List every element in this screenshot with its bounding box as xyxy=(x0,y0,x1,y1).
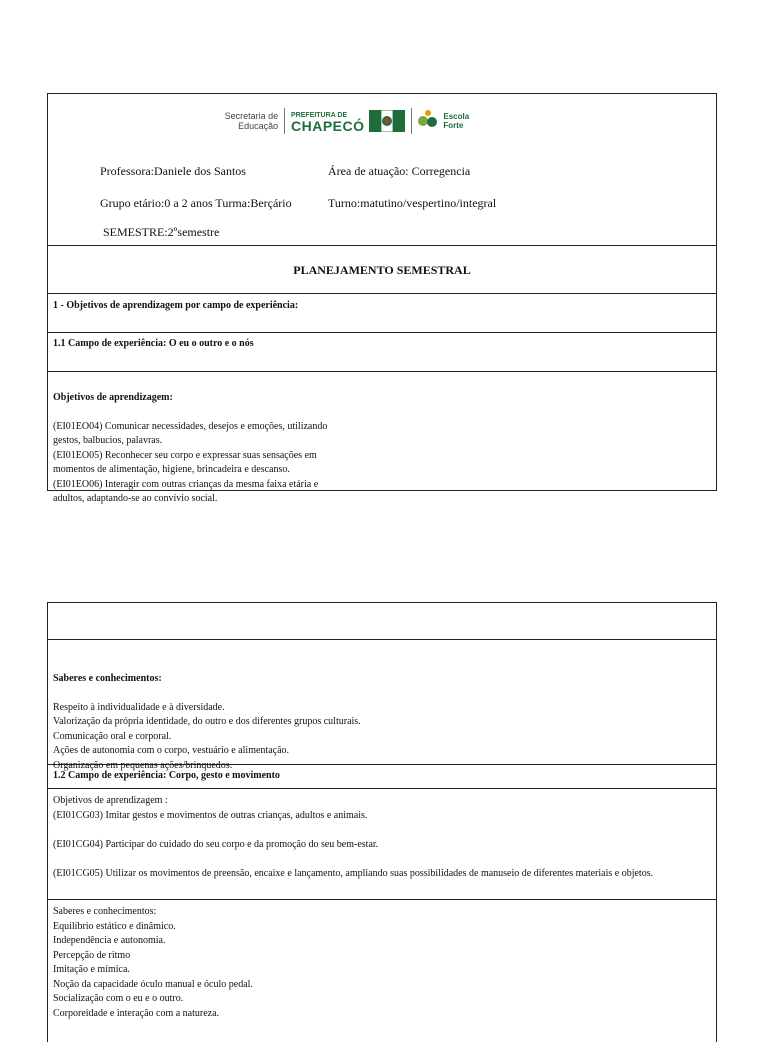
saberes-body: Respeito à individualidade e à diversidade. Valorização da própria identidade, do outro e dos diferentes grupos culturais. Comunicação oral e corporal. Ações de autonomia com o corpo, vestuário e alimentação. Organização em pequenas ações/brinquedos. xyxy=(53,701,361,771)
prefeitura-logo xyxy=(291,110,365,132)
planning-table-2 xyxy=(47,602,717,1042)
escola-forte-icon xyxy=(417,108,439,135)
objetivos-block xyxy=(53,376,327,521)
logo-divider-2 xyxy=(411,108,412,134)
professora-field: Professora:Daniele dos Santos xyxy=(100,164,246,178)
area-field: Área de atuação: Corregencia xyxy=(328,164,471,178)
campo-1-2-row xyxy=(48,765,716,789)
flag-icon xyxy=(369,110,405,132)
semestre-field: SEMESTRE:2ºsemestre xyxy=(103,225,220,239)
planning-table-1 xyxy=(47,93,717,504)
prefeitura-small-text: PREFEITURA DE xyxy=(291,112,348,119)
objetivos-row xyxy=(48,372,716,504)
logo-strip xyxy=(224,106,484,136)
section-heading-row xyxy=(48,294,716,333)
empty-row xyxy=(48,603,716,640)
campo-1-2-heading: 1.2 Campo de experiência: Corpo, gesto e movimento xyxy=(53,770,280,781)
section-heading: 1 - Objetivos de aprendizagem por campo de experiência: xyxy=(53,300,299,311)
objetivos-2-row xyxy=(48,789,716,900)
page-title: PLANEJAMENTO SEMESTRAL xyxy=(293,263,471,277)
campo-1-1-row xyxy=(48,333,716,372)
objetivos-body: (EI01EO04) Comunicar necessidades, desejos e emoções, utilizando gestos, balbucios, palavras. (EI01EO05) Reconhecer seu corpo e expressar suas sensações em momentos de alimentação, higiene, brincadeira e descanso. (EI01EO06) Interagir com outras crianças da mesma faixa etária e adultos, adaptando-se ao convívio social. xyxy=(53,420,328,504)
turno-field: Turno:matutino/vespertino/integral xyxy=(328,196,497,210)
campo-1-1-heading: 1.1 Campo de experiência: O eu o outro e o nós xyxy=(53,338,254,349)
saberes-row xyxy=(48,640,716,771)
saberes-title: Saberes e conhecimentos: xyxy=(53,672,162,684)
saberes-2-row xyxy=(48,900,716,1043)
objetivos-title: Objetivos de aprendizagem: xyxy=(53,391,173,403)
objetivos-2-block: Objetivos de aprendizagem : (EI01CG03) Imitar gestos e movimentos de outras crianças, adultos e animais. (EI01CG04) Participar do cuidado do seu corpo e da promoção do seu bem-estar. (EI01CG05) Utilizar os movimentos de preensão, encaixe e lançamento, ampliando suas possibilidades de manuseio de diferentes materiais e objetos. xyxy=(53,795,654,879)
escola-forte-text: Escola Forte xyxy=(443,112,470,130)
logo-divider xyxy=(284,108,285,134)
prefeitura-big-text: CHAPECÓ xyxy=(291,118,365,134)
header-row xyxy=(48,94,716,246)
secretaria-logo: Secretaria de Educação xyxy=(224,111,279,131)
grupo-field: Grupo etário:0 a 2 anos Turma:Berçário xyxy=(100,196,292,210)
escola-forte-logo xyxy=(443,112,484,130)
title-row xyxy=(48,246,716,294)
saberes-2-block: Saberes e conhecimentos: Equilíbrio estático e dinâmico. Independência e autonomia. Percepção de ritmo Imitação e mímica. Noção da capacidade óculo manual e óculo pedal. Socialização com o eu e o outro. Corporeidade e interação com a natureza. xyxy=(53,906,253,1019)
